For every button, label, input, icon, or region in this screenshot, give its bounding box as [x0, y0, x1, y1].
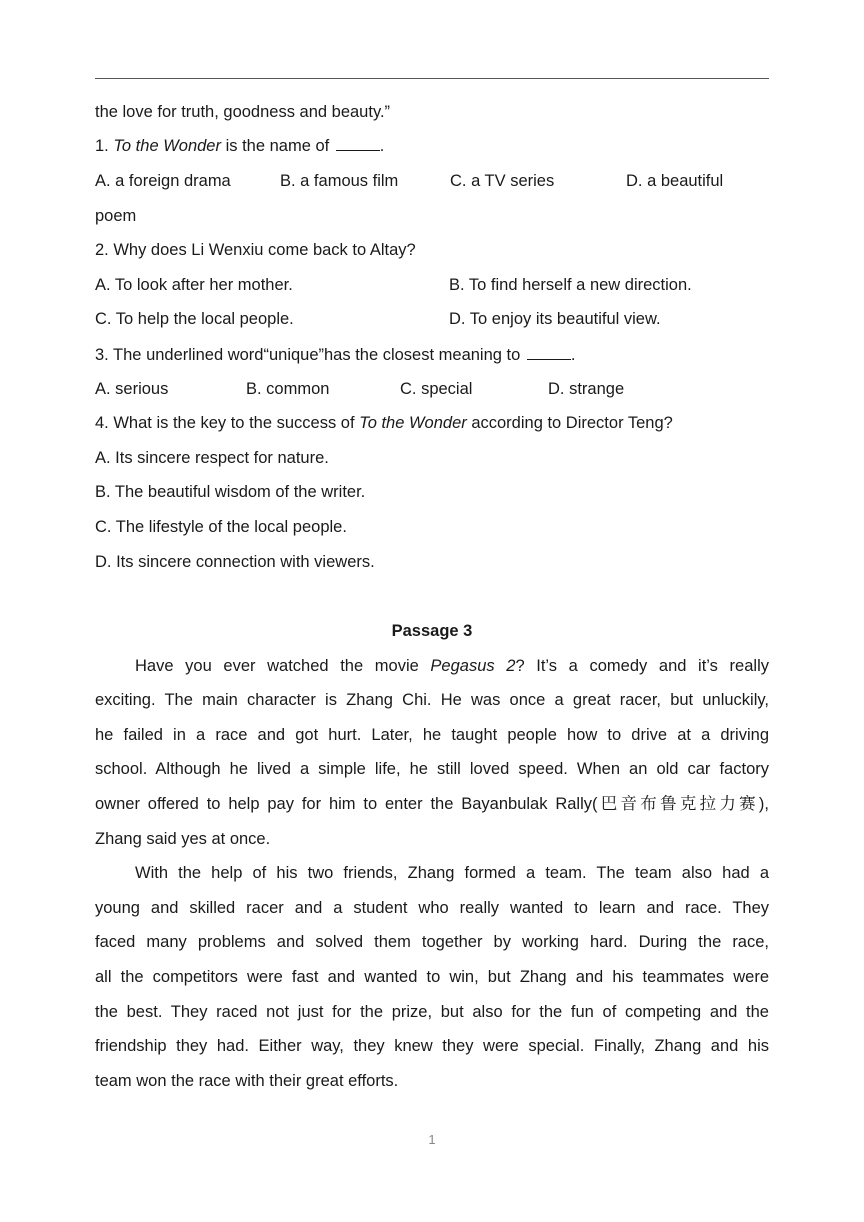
paragraph-2-line: faced many problems and solved them together by working hard. During the race,: [95, 933, 769, 951]
q3-option-c: C. special: [400, 380, 473, 398]
answer-blank: [527, 345, 571, 360]
q1-option-c: C. a TV series: [450, 172, 555, 190]
q4-suffix: according to Director Teng?: [466, 414, 673, 432]
paragraph-2-last-line: team won the race with their great efforts.: [95, 1072, 399, 1090]
page-number: 1: [428, 1132, 436, 1147]
continued-text: the love for truth, goodness and beauty.”: [95, 103, 391, 121]
question-1: [95, 136, 384, 156]
q3-option-a: A. serious: [95, 380, 169, 398]
q2-option-b: B. To find herself a new direction.: [449, 276, 692, 294]
paragraph-1-line: school. Although he lived a simple life, he still loved speed. When an old car factory: [95, 760, 769, 778]
paragraph-1-line: he failed in a race and got hurt. Later, he taught people how to drive at a driving: [95, 726, 769, 744]
q1-end: .: [379, 137, 385, 155]
question-3: [95, 345, 575, 365]
q4-option-d: D. Its sincere connection with viewers.: [95, 553, 375, 571]
q2-option-c: C. To help the local people.: [95, 310, 294, 328]
q3-end: .: [570, 346, 576, 364]
p1-text-b: ? It’s a comedy and it’s really: [515, 657, 769, 675]
q1-title: To the Wonder: [113, 137, 221, 155]
q2-option-a: A. To look after her mother.: [95, 276, 293, 294]
paragraph-1-line: owner offered to help pay for him to enter the Bayanbulak Rally(巴音布鲁克拉力赛),: [95, 795, 769, 813]
q3-text: 3. The underlined word“unique”has the closest meaning to: [95, 346, 525, 364]
q3-option-d: D. strange: [548, 380, 625, 398]
paragraph-1-line: exciting. The main character is Zhang Chi. He was once a great racer, but unluckily,: [95, 691, 769, 709]
q1-option-b: B. a famous film: [280, 172, 399, 190]
answer-blank: [336, 136, 380, 151]
movie-title: Pegasus 2: [430, 657, 516, 675]
question-2: 2. Why does Li Wenxiu come back to Altay?: [95, 241, 416, 259]
paragraph-2-line: all the competitors were fast and wanted to win, but Zhang and his teammates were: [95, 968, 769, 986]
q4-option-b: B. The beautiful wisdom of the writer.: [95, 483, 366, 501]
question-4: [95, 413, 673, 433]
q1-option-a: A. a foreign drama: [95, 172, 231, 190]
q1-option-d: D. a beautiful: [626, 172, 724, 190]
q1-text: is the name of: [220, 137, 334, 155]
q3-option-b: B. common: [246, 380, 330, 398]
paragraph-1-last-line: Zhang said yes at once.: [95, 830, 271, 848]
q4-title: To the Wonder: [359, 414, 467, 432]
q1-number: 1.: [95, 137, 114, 155]
p1-text-a: Have you ever watched the movie: [135, 657, 431, 675]
q2-option-d: D. To enjoy its beautiful view.: [449, 310, 661, 328]
q4-option-a: A. Its sincere respect for nature.: [95, 449, 329, 467]
paragraph-2-line: young and skilled racer and a student who really wanted to learn and race. They: [95, 899, 769, 917]
q4-option-c: C. The lifestyle of the local people.: [95, 518, 347, 536]
q1-option-d-wrap: poem: [95, 207, 137, 225]
passage-heading: Passage 3: [391, 622, 473, 640]
paragraph-2-line: friendship they had. Either way, they knew they were special. Finally, Zhang and his: [95, 1037, 769, 1055]
paragraph-2-line-1: With the help of his two friends, Zhang formed a team. The team also had a: [135, 864, 769, 882]
paragraph-2-line: the best. They raced not just for the prize, but also for the fun of competing and the: [95, 1003, 769, 1021]
paragraph-1-line-1: [95, 656, 769, 676]
q4-text: 4. What is the key to the success of: [95, 414, 360, 432]
header-rule: [95, 78, 769, 79]
